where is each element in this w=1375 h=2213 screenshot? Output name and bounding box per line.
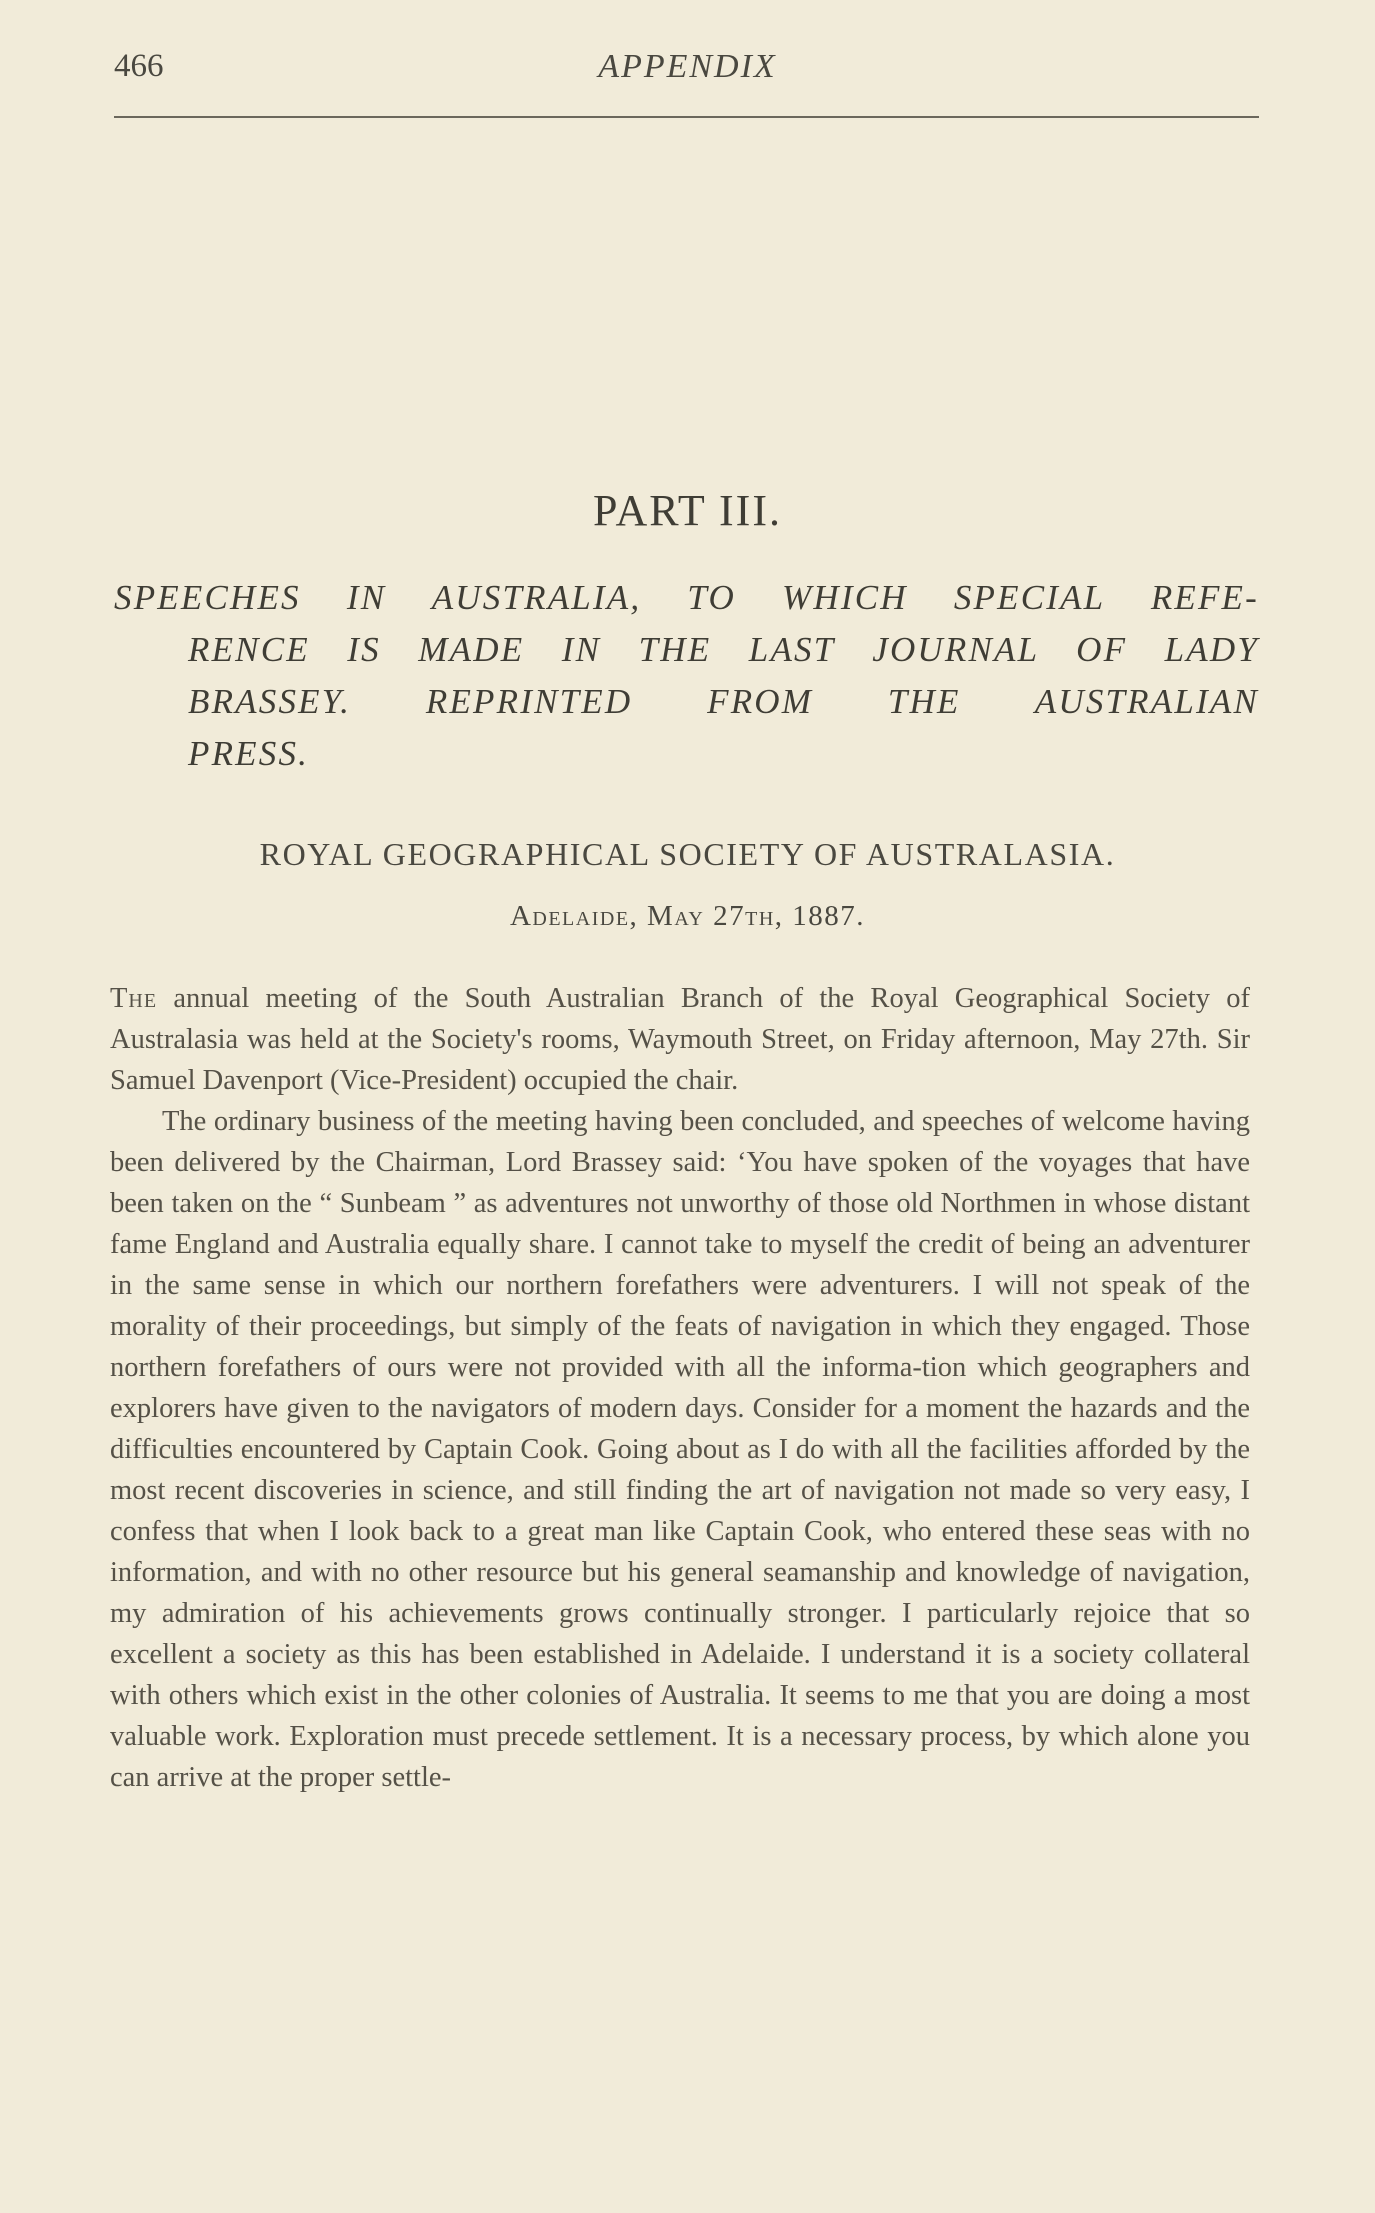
section-title-line: RENCE IS MADE IN THE LAST JOURNAL OF LADY	[188, 630, 1259, 669]
section-title-line: SPEECHES IN AUSTRALIA, TO WHICH SPECIAL REFE-	[114, 578, 1259, 617]
section-title-line: PRESS.	[188, 734, 310, 773]
header-rule	[114, 116, 1259, 118]
page-number: 466	[114, 48, 164, 84]
lead-word: The	[110, 983, 158, 1014]
dateline: Adelaide, May 27th, 1887.	[509, 900, 866, 932]
body-text	[110, 978, 1250, 1798]
part-title: PART III.	[593, 486, 782, 535]
paragraph-text: annual meeting of the South Australian Branch of the Royal Geographical Society of Australasia was held at the Society's rooms, Waymouth Street, on Friday afternoon, May 27th. Sir Samuel Davenport (Vice-President) occupied the chair.	[110, 983, 1250, 1096]
paragraph	[110, 978, 1250, 1101]
section-title	[114, 572, 1259, 780]
society-heading: ROYAL GEOGRAPHICAL SOCIETY OF AUSTRALASIA.	[259, 836, 1116, 872]
paragraph: The ordinary business of the meeting having been concluded, and speeches of welcome having been delivered by the Chairman, Lord Brassey said: ‘You have spoken of the voyages that have been taken on the “ Sunbeam ” as adventures not unworthy of those old Northmen in whose distant fame England and Australia equally share. I cannot take to myself the credit of being an adventurer in the same sense in which our northern forefathers were adventurers. I will not speak of the morality of their proceedings, but simply of the feats of navigation in which they engaged. Those northern forefathers of ours were not provided with all the informa-tion which geographers and explorers have given to the navigators of modern days. Consider for a moment the hazards and the difficulties encountered by Captain Cook. Going about as I do with all the facilities afforded by the most recent discoveries in science, and still finding the art of navigation not made so very easy, I confess that when I look back to a great man like Captain Cook, who entered these seas with no information, and with no other resource but his general seamanship and knowledge of navigation, my admiration of his achievements grows continually stronger. I particularly rejoice that so excellent a society as this has been established in Adelaide. I understand it is a society collateral with others which exist in the other colonies of Australia. It seems to me that you are doing a most valuable work. Exploration must precede settlement. It is a necessary process, by which alone you can arrive at the proper settle-	[110, 1106, 1250, 1793]
section-title-line: BRASSEY. REPRINTED FROM THE AUSTRALIAN	[188, 682, 1259, 721]
running-head: APPENDIX	[598, 48, 777, 85]
